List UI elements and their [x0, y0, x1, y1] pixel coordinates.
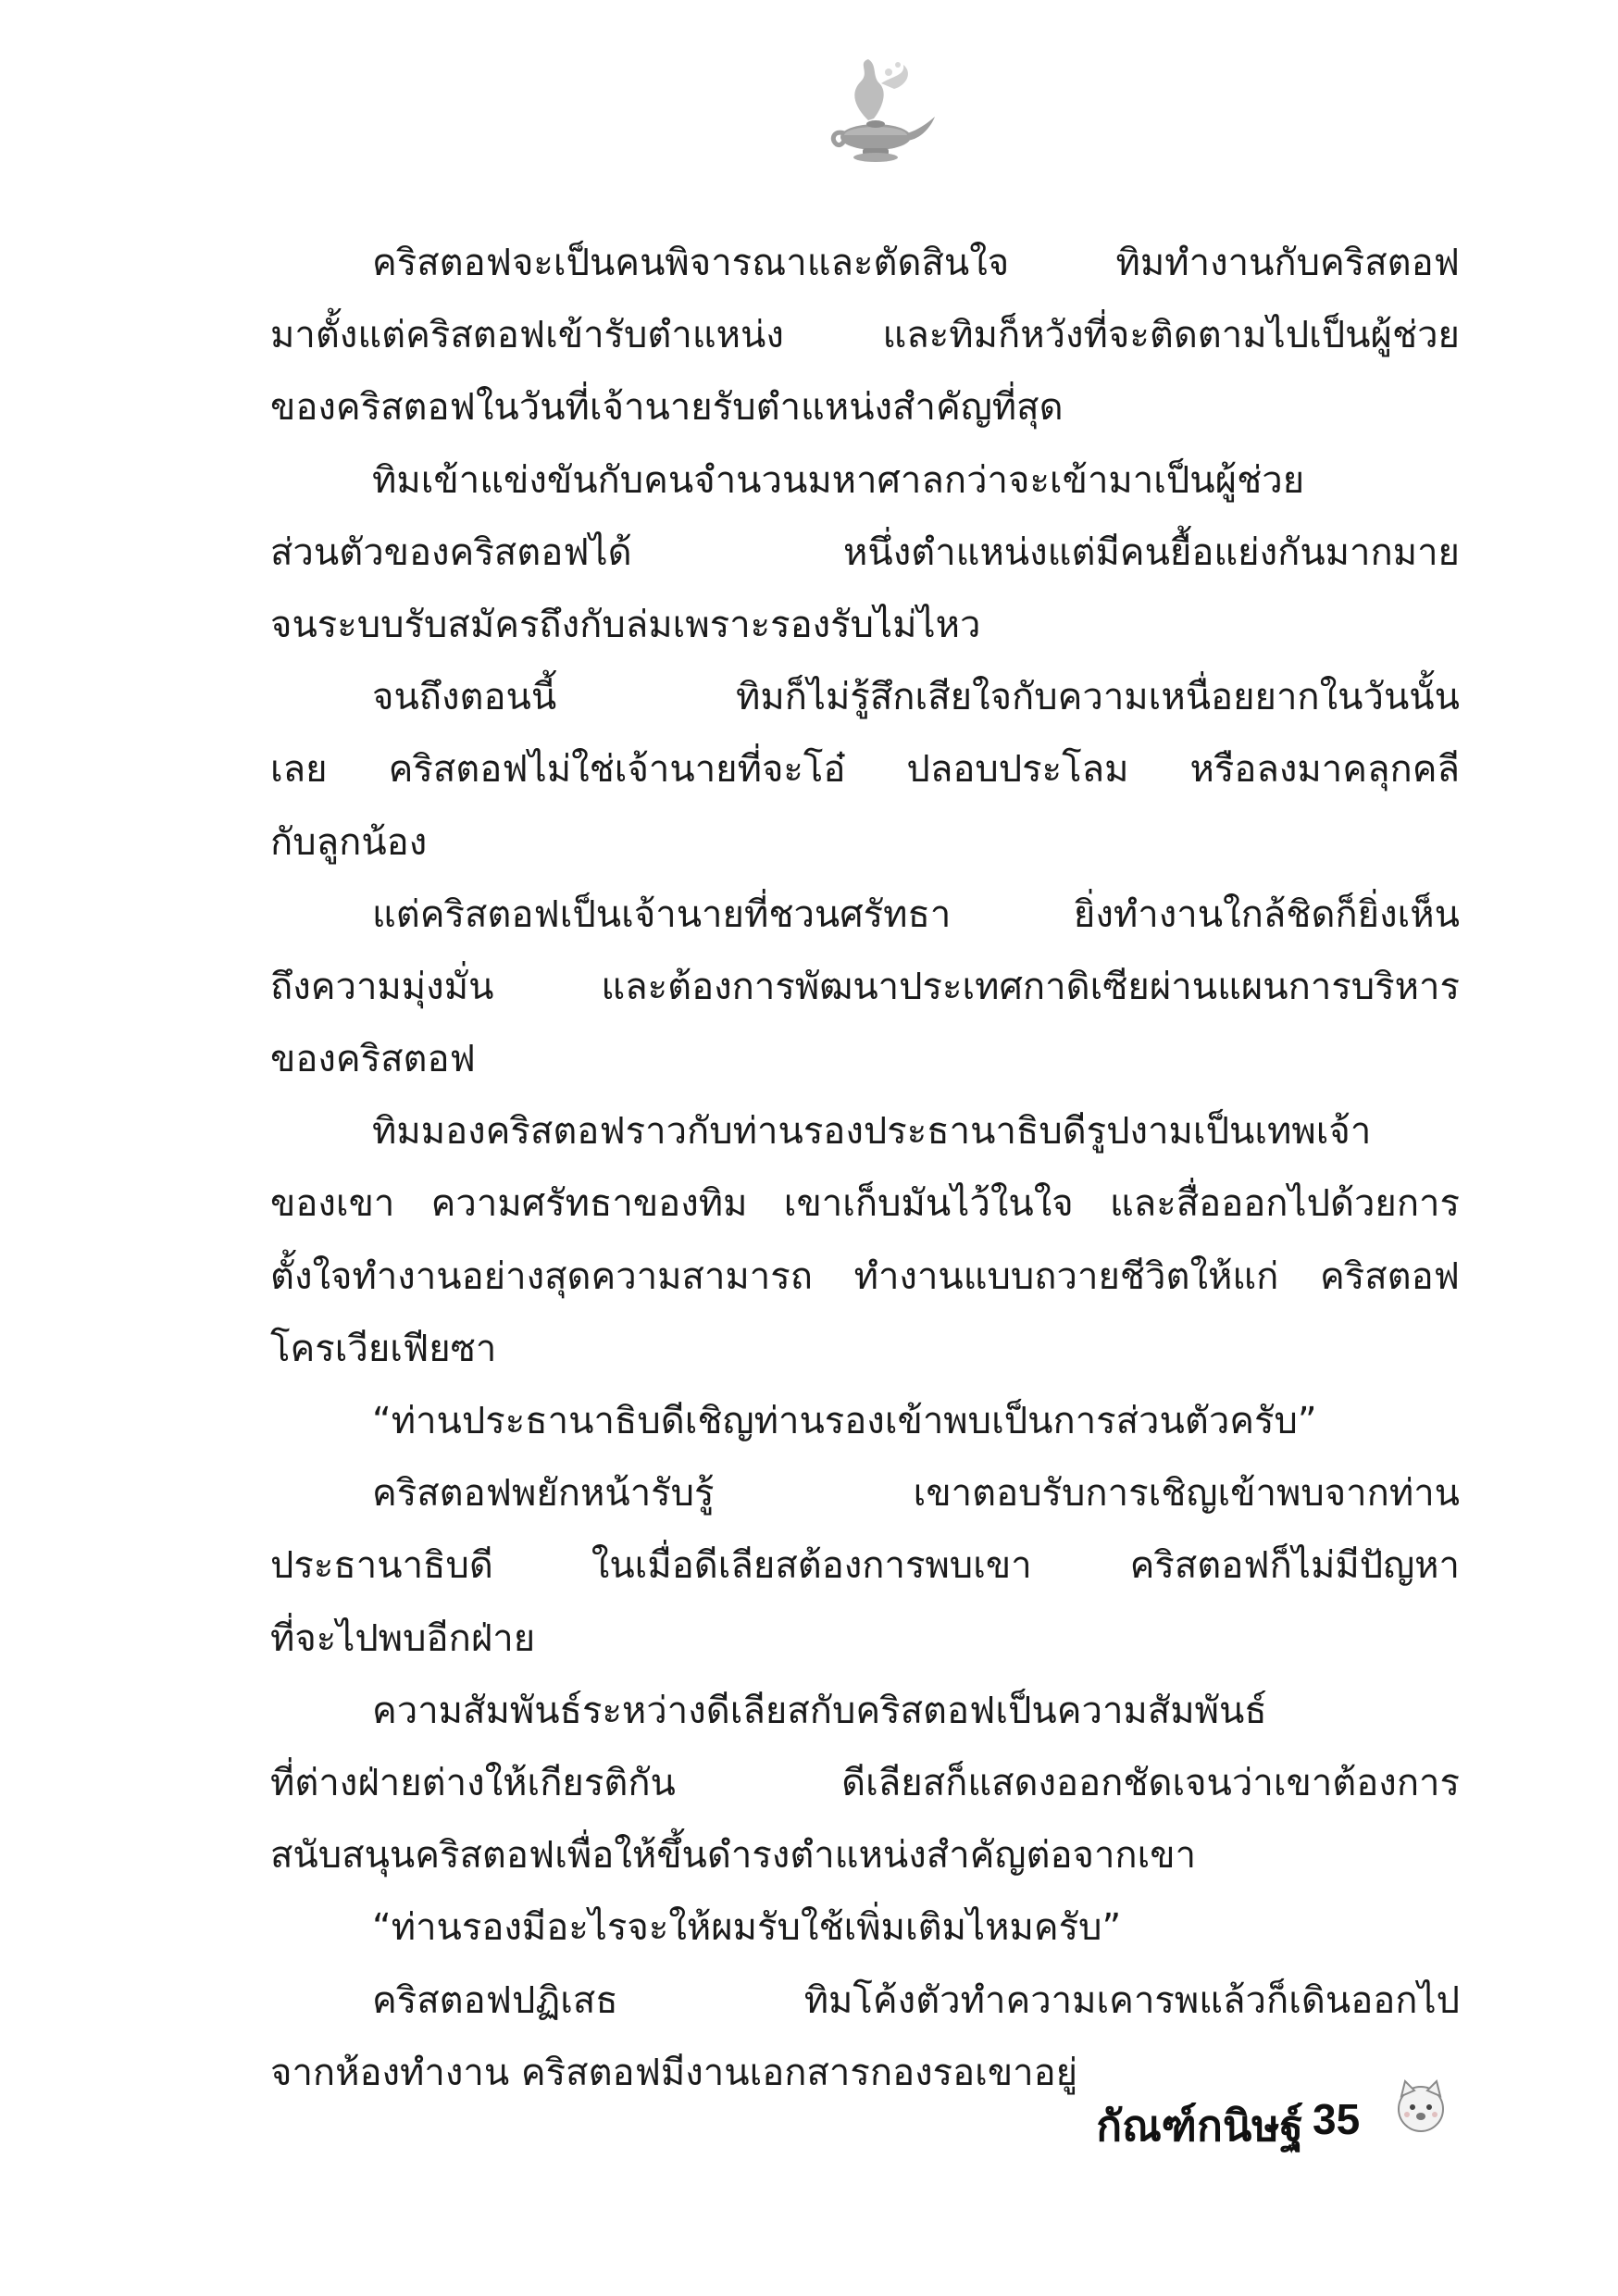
text-line: ส่วนตัวของคริสตอฟได้ หนึ่งตำแหน่งแต่มีคนยื้อแย่งกันมากมาย	[270, 530, 1460, 574]
page-number: 35	[1313, 2095, 1361, 2143]
text-line: ประธานาธิบดี ในเมื่อดีเลียสต้องการพบเขา คริสตอฟก็ไม่มีปัญหา	[270, 1544, 1460, 1588]
text-line: มาตั้งแต่คริสตอฟเข้ารับตำแหน่ง และทิมก็หวังที่จะติดตามไปเป็นผู้ช่วย	[270, 314, 1460, 357]
text-line: แต่คริสตอฟเป็นเจ้านายที่ชวนศรัทธา ยิ่งทำงานใกล้ชิดก็ยิ่งเห็น	[372, 892, 1460, 936]
text-line: ทิมมองคริสตอฟราวกับท่านรองประธานาธิบดีรูปงามเป็นเทพเจ้า	[372, 1110, 1372, 1154]
lamp-genie-icon	[803, 56, 942, 167]
text-line: จนถึงตอนนี้ ทิมก็ไม่รู้สึกเสียใจกับความเหนื่อยยากในวันนั้น	[372, 676, 1460, 719]
text-line: คริสตอฟปฏิเสธ ทิมโค้งตัวทำความเคารพแล้วก็เดินออกไป	[372, 1978, 1460, 2022]
text-line: ตั้งใจทำงานอย่างสุดความสามารถ ทำงานแบบถวายชีวิตให้แก่ คริสตอฟ	[270, 1254, 1460, 1298]
text-line: โครเวียเฟียซา	[270, 1327, 497, 1370]
text-line: กับลูกน้อง	[270, 820, 428, 864]
text-line: ที่จะไปพบอีกฝ่าย	[270, 1616, 536, 1660]
text-line: ของคริสตอฟ	[270, 1038, 476, 1081]
text-line: สนับสนุนคริสตอฟเพื่อให้ขึ้นดำรงตำแหน่งสำคัญต่อจากเขา	[270, 1834, 1197, 1878]
text-line: ของเขา ความศรัทธาของทิม เขาเก็บมันไว้ในใจ และสื่อออกไปด้วยการ	[270, 1182, 1460, 1226]
text-line: จากห้องทำงาน คริสตอฟมีงานเอกสารกองรอเขาอยู่	[270, 2051, 1078, 2094]
text-line: ถึงความมุ่งมั่น และต้องการพัฒนาประเทศกาดิเซียผ่านแผนการบริหาร	[270, 965, 1460, 1008]
text-line: ความสัมพันธ์ระหว่างดีเลียสกับคริสตอฟเป็นความสัมพันธ์	[372, 1689, 1267, 1732]
text-line: เลย คริสตอฟไม่ใช่เจ้านายที่จะโอ๋ ปลอบประโลม หรือลงมาคลุกคลี	[270, 748, 1460, 792]
body-text	[270, 227, 1460, 2109]
text-line: “ท่านรองมีอะไรจะให้ผมรับใช้เพิ่มเติมไหมครับ”	[372, 1906, 1122, 1950]
cat-mascot-icon	[1388, 2074, 1453, 2139]
text-line: คริสตอฟจะเป็นคนพิจารณาและตัดสินใจ ทิมทำงานกับคริสตอฟ	[372, 242, 1460, 284]
text-line: ทิมเข้าแข่งขันกับคนจำนวนมหาศาลกว่าจะเข้ามาเป็นผู้ช่วย	[372, 458, 1305, 502]
text-line: จนระบบรับสมัครถึงกับล่มเพราะรองรับไม่ไหว	[270, 603, 981, 646]
book-title: กัณฑ์กนิษฐ์	[1096, 2101, 1303, 2151]
text-line: ของคริสตอฟในวันที่เจ้านายรับตำแหน่งสำคัญที่สุด	[270, 386, 1064, 430]
text-line: คริสตอฟพยักหน้ารับรู้ เขาตอบรับการเชิญเข้าพบจากท่าน	[372, 1472, 1460, 1516]
text-line: ที่ต่างฝ่ายต่างให้เกียรติกัน ดีเลียสก็แสดงออกชัดเจนว่าเขาต้องการ	[270, 1761, 1460, 1804]
text-line: “ท่านประธานาธิบดีเชิญท่านรองเข้าพบเป็นการส่วนตัวครับ”	[372, 1400, 1317, 1442]
